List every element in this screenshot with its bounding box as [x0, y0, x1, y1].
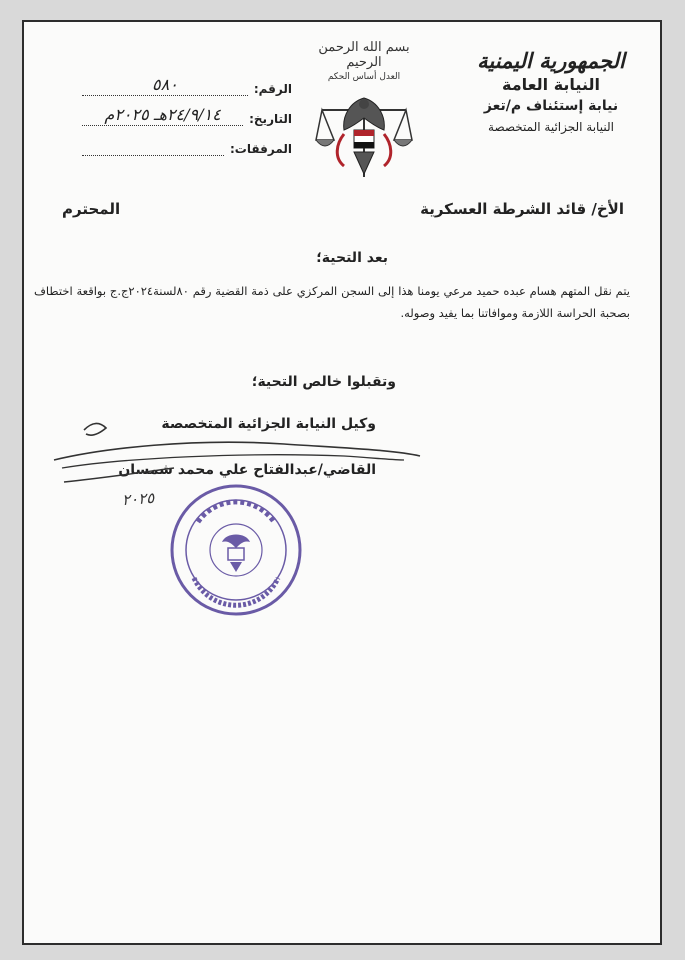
- number-label: الرقم:: [253, 82, 292, 96]
- division-name: النيابة الجزائية المتخصصة: [488, 120, 614, 134]
- addressee-line: الأخ/ قائد الشرطة العسكرية: [420, 200, 624, 218]
- signatory-title: وكيل النيابة الجزائية المتخصصة: [161, 416, 376, 432]
- date-value: ٢٤/٩/١٤هـ ٢٠٢٥م: [82, 105, 243, 126]
- closing-line: وتقبلوا خالص التحية؛: [251, 374, 396, 390]
- date-label: التاريخ:: [249, 112, 292, 126]
- signatory-name: القاضي/عبدالفتاح علي محمد شمسان: [118, 462, 376, 478]
- attachments-row: [82, 126, 292, 156]
- number-value: ٥٨٠: [82, 75, 248, 96]
- handwritten-date: ٢٠٢٥: [121, 488, 155, 510]
- respect-title: المحترم: [62, 200, 121, 218]
- number-row: [82, 66, 292, 96]
- date-row: [82, 96, 292, 126]
- attachments-value: [82, 154, 224, 156]
- reference-block: [82, 66, 292, 156]
- official-stamp-icon: [168, 482, 304, 618]
- letter-body: يتم نقل المتهم هسام عبده حميد مرعي يومنا هذا إلى السجن المركزي على ذمة القضية رقم ٨٠لسنة٢٠٢٤ج.ج بواقعة اختطاف بصحبة الحراسة اللازمة وموافاتنا بما يفيد وصوله.: [34, 284, 631, 320]
- emblem-motto: العدل أساس الحكم: [327, 72, 401, 82]
- office-name: نيابة إستئناف م/تعز: [483, 98, 619, 114]
- letter-page: [22, 20, 662, 945]
- eagle-scales-icon: [314, 82, 414, 182]
- republic-name: الجمهورية اليمنية: [477, 48, 625, 73]
- greeting-line: بعد التحية؛: [316, 250, 388, 266]
- basmala-calligraphy: بسم الله الرحمن الرحيم: [318, 40, 410, 70]
- letterhead-right: [476, 48, 626, 134]
- authority-name: النيابة العامة: [502, 75, 600, 94]
- attachments-label: المرفقات:: [230, 142, 292, 156]
- state-emblem: [314, 40, 414, 180]
